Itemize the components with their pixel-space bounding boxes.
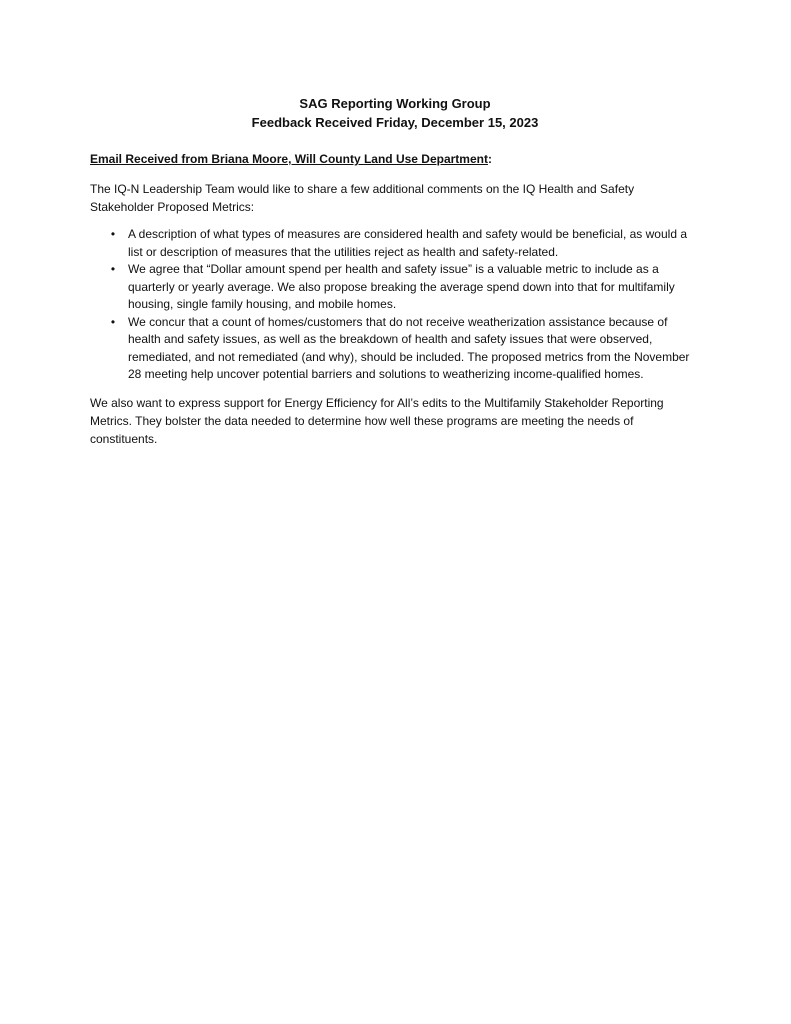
bullet-icon: • [110, 314, 116, 329]
bullet-icon: • [110, 227, 116, 241]
email-heading [90, 150, 700, 168]
bullet-text: A description of what types of measures are considered health and safety would be beneficial, as would a list or description of measures that the utilities reject as health and safety-related. [128, 227, 688, 259]
bullet-icon: • [110, 262, 116, 276]
email-heading-text: Email Received from Briana Moore, Will County Land Use Department [90, 152, 488, 166]
closing-paragraph: We also want to express support for Energy Efficiency for All’s edits to the Multifamily Stakeholder Reporting Metrics. They bolster the data needed to determine how well these programs are meeting the needs of constituents. [90, 395, 664, 446]
email-heading-colon: : [487, 152, 492, 166]
bullet-text: We concur that a count of homes/customers that do not receive weatherization assistance because of health and safety issues, as well as the breakdown of health and safety issues that were observed, remediated, and not remediated (and why), should be included. The proposed metrics from the November 28 meeting help uncover potential barriers and solutions to weatherizing income-qualified homes. [128, 314, 690, 381]
intro-paragraph: The IQ-N Leadership Team would like to share a few additional comments on the IQ Health and Safety Stakeholder Proposed Metrics: [90, 182, 635, 214]
document-content [90, 94, 700, 448]
bullet-item [90, 314, 700, 384]
bullet-text: We agree that “Dollar amount spend per health and safety issue” is a valuable metric to include as a quarterly or yearly average. We also propose breaking the average spend down into that for multifamily housing, single family housing, and mobile homes. [128, 262, 675, 311]
title-line-2: Feedback Received Friday, December 15, 2023 [251, 115, 539, 130]
title-line-1: SAG Reporting Working Group [299, 96, 491, 111]
bullet-item [90, 261, 700, 314]
document-title [90, 94, 700, 132]
bullet-item [90, 226, 700, 261]
feedback-bullet-list [90, 226, 700, 384]
